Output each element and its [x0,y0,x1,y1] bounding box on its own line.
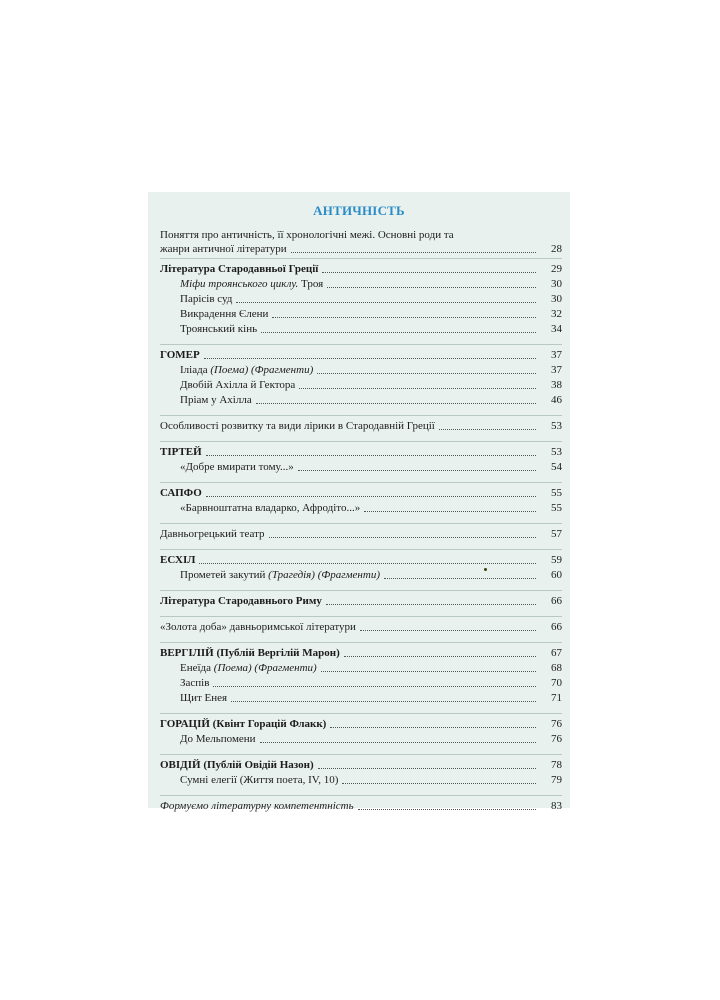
leader-dots [317,373,536,374]
entry-title-part: Формуємо літературну компетентність [160,800,354,812]
entry-title [160,718,326,731]
toc-entry[interactable] [148,758,570,772]
group-separator [160,482,562,483]
leader-dots [199,563,536,564]
toc-entry[interactable] [148,527,570,541]
entry-title-part: Троя [298,278,324,290]
leader-dots [439,429,536,430]
entry-title-part: Заспів [180,677,210,689]
toc-subentry[interactable] [148,393,570,407]
leader-dots [272,317,536,318]
entry-title [160,487,202,500]
entry-title-part: ТІРТЕЙ [160,446,202,458]
entry-title [160,595,322,608]
leader-dots [326,604,536,605]
toc-entry[interactable] [148,553,570,567]
intro-line-1: Поняття про античність, її хронологічні межі. Основні роди та [160,229,454,241]
toc-entry[interactable] [148,799,570,813]
page-number: 29 [551,263,562,275]
entry-title [160,759,314,772]
entry-title [180,692,227,705]
group-separator [160,523,562,524]
leader-dots [384,578,536,579]
leader-dots [322,272,536,273]
page-number: 32 [551,308,562,320]
page-number: 68 [551,662,562,674]
entry-title-part: «Золота доба» давньоримської літератури [160,621,356,633]
page-number: 79 [551,774,562,786]
entry-title-part: Давньогрецький театр [160,528,265,540]
toc-subentry[interactable] [148,676,570,690]
toc-subentry[interactable] [148,501,570,515]
entry-title [160,446,202,459]
toc-subentry[interactable] [148,277,570,291]
leader-dots [269,537,536,538]
leader-dots [299,388,536,389]
page-number: 34 [551,323,562,335]
intro-entry[interactable] [148,242,570,256]
page-number: 76 [551,733,562,745]
entry-title-part: Парісів суд [180,293,233,305]
entry-title-part: До Мельпомени [180,733,256,745]
leader-dots [261,332,536,333]
entry-title-part: «Добре вмирати тому...» [180,461,294,473]
entry-title [160,349,200,362]
toc-subentry[interactable] [148,691,570,705]
entry-title-part: Прометей закутий [180,569,269,581]
section-heading: АНТИЧНІСТЬ [313,203,405,218]
leader-dots [344,656,536,657]
entry-title-part: Енеїда [180,662,214,674]
leader-dots [298,470,536,471]
page-number: 76 [551,718,562,730]
entry-title [180,774,338,787]
group-separator [160,415,562,416]
page-number: 37 [551,364,562,376]
entry-title-part: «Барвноштатна владарко, Афродіто...» [180,502,361,514]
leader-dots [358,809,536,810]
entry-title [160,554,195,567]
entry-title-part: Іліада [180,364,211,376]
ink-blot [484,568,487,571]
entry-title [180,379,295,392]
entry-title [180,308,268,321]
entry-title-part: Міфи троянського циклу. [180,278,299,290]
entry-title-part: Особливості розвитку та види лірики в Стародавній Греції [160,420,435,432]
page-number: 71 [551,692,562,704]
entry-title-part: (Поема) (Фрагменти) [213,662,317,674]
entry-title [180,502,360,515]
group-separator [160,616,562,617]
group-separator [160,344,562,345]
entry-title [180,662,317,675]
toc-subentry[interactable] [148,460,570,474]
entry-title [180,461,294,474]
entry-title [180,323,257,336]
toc-entry[interactable] [148,445,570,459]
leader-dots [206,455,536,456]
leader-dots [321,671,536,672]
entry-title [160,263,318,276]
page-number: 46 [551,394,562,406]
toc-subentry[interactable] [148,378,570,392]
leader-dots [236,302,536,303]
entry-title-part: САПФО [160,487,202,499]
toc-entry[interactable] [148,486,570,500]
leader-dots [206,496,536,497]
group-separator [160,713,562,714]
page-number: 60 [551,569,562,581]
entry-title [160,528,265,541]
toc-subentry[interactable] [148,732,570,746]
page-number: 30 [551,278,562,290]
toc-subentry[interactable] [148,773,570,787]
page-number: 37 [551,349,562,361]
toc-subentry[interactable] [148,661,570,675]
intro-line-2: жанри античної літератури [160,243,287,255]
leader-dots [260,742,536,743]
leader-dots [291,252,536,253]
toc-entry[interactable] [148,419,570,433]
leader-dots [256,403,536,404]
entry-title [160,621,356,634]
page-number: 54 [551,461,562,473]
entry-title-part: ОВІДІЙ (Публій Овідій Назон) [160,759,314,771]
page-number: 55 [551,502,562,514]
page-number: 83 [551,800,562,812]
page-number: 28 [551,243,562,255]
page-number: 59 [551,554,562,566]
leader-dots [204,358,536,359]
entry-title-part: Пріам у Ахілла [180,394,252,406]
entry-title-part: ГОРАЦІЙ (Квінт Горацій Флакк) [160,718,327,730]
entry-title-part: Троянський кінь [180,323,258,335]
toc-entry[interactable] [148,594,570,608]
leader-dots [318,768,536,769]
entry-title-part: (Поема) (Фрагменти) [210,364,314,376]
group-separator [160,642,562,643]
group-separator [160,258,562,259]
page-number: 30 [551,293,562,305]
toc-subentry[interactable] [148,568,570,582]
page-number: 53 [551,420,562,432]
toc-page [148,192,570,812]
entry-title [180,293,232,306]
entry-title-part: (Трагедія) (Фрагменти) [268,569,380,581]
entry-title [160,647,340,660]
leader-dots [342,783,536,784]
group-separator [160,549,562,550]
entry-title-part: Література Стародавньої Греції [160,263,319,275]
page-number: 66 [551,621,562,633]
toc-entry[interactable] [148,717,570,731]
page-number: 70 [551,677,562,689]
toc-entry[interactable] [148,646,570,660]
entry-title [180,278,323,291]
entry-title-part: Викрадення Єлени [180,308,269,320]
page-number: 53 [551,446,562,458]
group-separator [160,754,562,755]
leader-dots [364,511,536,512]
toc-subentry[interactable] [148,363,570,377]
group-separator [160,795,562,796]
page-number: 38 [551,379,562,391]
entry-title [180,364,313,377]
entry-title-part: Література Стародавнього Риму [160,595,322,607]
entry-title [180,733,256,746]
entry-title [180,677,209,690]
group-separator [160,441,562,442]
entry-title [160,800,354,813]
page-number: 55 [551,487,562,499]
toc-subentry[interactable] [148,307,570,321]
page-number: 66 [551,595,562,607]
group-separator [160,590,562,591]
toc-entry[interactable] [148,262,570,276]
toc-subentry[interactable] [148,292,570,306]
entry-title-part: ГОМЕР [160,349,200,361]
entry-title [180,569,380,582]
page-number: 67 [551,647,562,659]
leader-dots [231,701,536,702]
entry-title [160,420,435,433]
page-number: 78 [551,759,562,771]
toc-entry[interactable] [148,348,570,362]
entry-title-part: ВЕРГІЛІЙ (Публій Вергілій Марон) [160,647,340,659]
toc-subentry[interactable] [148,322,570,336]
entry-title-part: Щит Енея [180,692,228,704]
entry-title [180,394,252,407]
leader-dots [213,686,536,687]
leader-dots [360,630,536,631]
page-number: 57 [551,528,562,540]
entry-title-part: Двобій Ахілла й Гектора [180,379,296,391]
entry-title-part: ЕСХІЛ [160,554,196,566]
leader-dots [330,727,536,728]
entry-title-part: Сумні елегії (Життя поета, IV, 10) [180,774,339,786]
toc-entry[interactable] [148,620,570,634]
leader-dots [327,287,536,288]
